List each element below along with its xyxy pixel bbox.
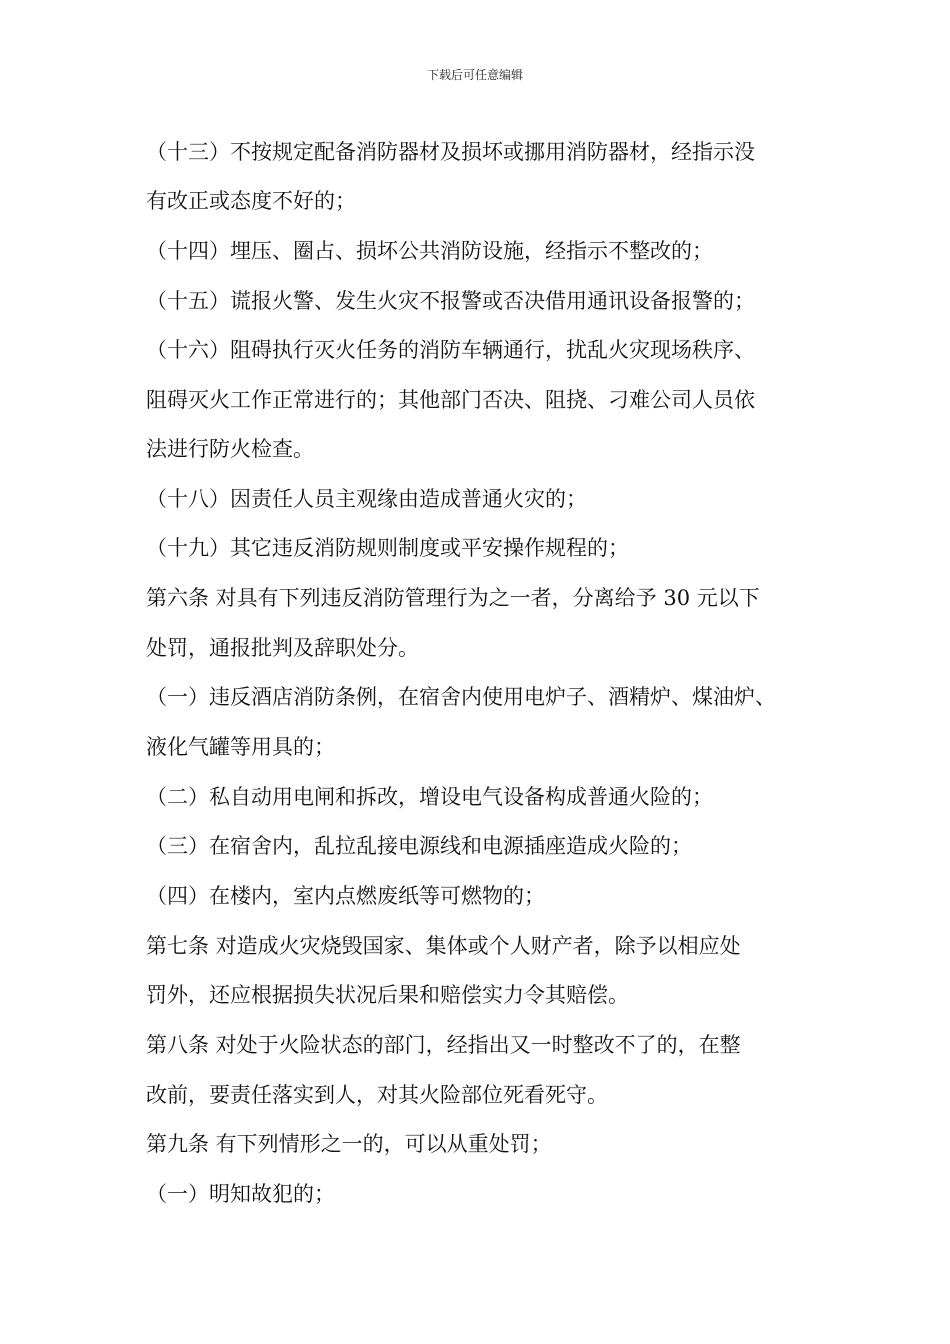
text-line: 第七条 对造成火灾烧毁国家、集体或个人财产者，除予以相应处	[146, 934, 741, 958]
text-line: （十六）阻碍执行灭火任务的消防车辆通行，扰乱火灾现场秩序、	[146, 338, 755, 362]
text-line: （十四）埋压、圈占、损坏公共消防设施，经指示不整改的；	[146, 239, 713, 263]
text-line: 改前，要责任落实到人，对其火险部位死看死守。	[146, 1083, 608, 1107]
text-line: 有改正或态度不好的；	[146, 189, 356, 213]
text-line: （四）在楼内，室内点燃废纸等可燃物的；	[146, 884, 545, 908]
text-line: 阻碍灭火工作正常进行的；其他部门否决、阻挠、刁难公司人员依	[146, 388, 755, 412]
text-line: （一）违反酒店消防条例，在宿舍内使用电炉子、酒精炉、煤油炉、	[146, 685, 776, 709]
text-line: 法进行防火检查。	[146, 437, 314, 461]
text-line: 第六条 对具有下列违反消防管理行为之一者，分离给予 30 元以下	[146, 586, 760, 610]
text-line: 第八条 对处于火险状态的部门，经指出又一时整改不了的，在整	[146, 1033, 741, 1057]
text-line: 液化气罐等用具的；	[146, 735, 335, 759]
text-line: 罚外，还应根据损失状况后果和赔偿实力令其赔偿。	[146, 983, 629, 1007]
text-line: 第九条 有下列情形之一的，可以从重处罚；	[146, 1132, 552, 1156]
text-line: 处罚，通报批判及辞职处分。	[146, 636, 419, 660]
text-line: （十三）不按规定配备消防器材及损坏或挪用消防器材，经指示没	[146, 140, 755, 164]
text-line: （三）在宿舍内，乱拉乱接电源线和电源插座造成火险的；	[146, 834, 692, 858]
text-line: （十五）谎报火警、发生火灾不报警或否决借用通讯设备报警的；	[146, 289, 755, 313]
page-header: 下载后可任意编辑	[426, 68, 523, 82]
text-line: （二）私自动用电闸和拆改，增设电气设备构成普通火险的；	[146, 785, 713, 809]
text-line: （十九）其它违反消防规则制度或平安操作规程的；	[146, 536, 629, 560]
text-line: （十八）因责任人员主观缘由造成普通火灾的；	[146, 487, 587, 511]
text-line: （一）明知故犯的；	[146, 1182, 335, 1206]
